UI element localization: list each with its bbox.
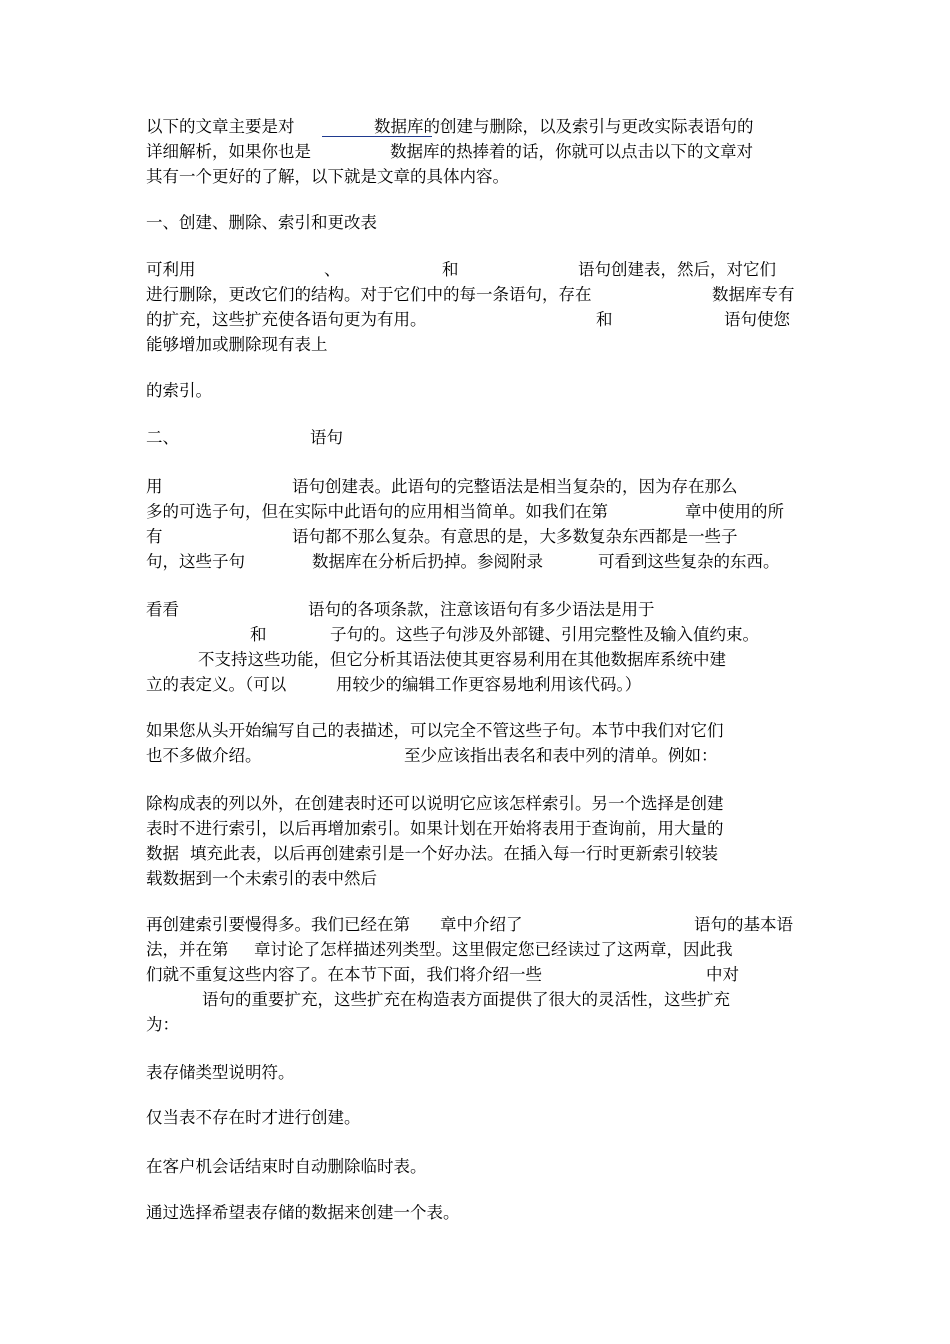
text-segment: 载数据到一个未索引的表中然后 [146,869,377,888]
text-segment: 如果您从头开始编写自己的表描述，可以完全不管这些子句。本节中我们对它们 [146,721,724,740]
text-segment: 多的可选子句，但在实际中此语句的应用相当简单。如我们在第 [146,502,608,521]
text-segment: 填充此表，以后再创建索引是一个好办法。在插入每一行时更新索引较装 [190,844,718,863]
text-segment: 和 [442,260,459,279]
text-segment: 详细解析，如果你也是 [146,142,311,161]
text-segment: 、 [324,260,341,279]
text-segment: 以下的文章主要是对 [146,117,295,136]
heading-text: 语句 [310,428,343,447]
text-segment: 章中使用的所 [685,502,784,521]
text-segment: 的索引。 [146,381,212,400]
text-segment: 语句创建表，然后，对它们 [578,260,776,279]
text-segment: 法，并在第 [146,940,229,959]
text-segment: 子句的。这些子句涉及外部键、引用完整性及输入值约束。 [330,625,759,644]
text-segment: 语句创建表。此语句的完整语法是相当复杂的，因为存在那么 [292,477,738,496]
text-segment: 除构成表的列以外，在创建表时还可以说明它应该怎样索引。另一个选择是创建 [146,794,724,813]
text-segment: 仅当表不存在时才进行创建。 [146,1108,361,1127]
text-segment: 用较少的编辑工作更容易地利用该代码。） [336,675,642,694]
text-segment: 至少应该指出表名和表中列的清单。例如： [404,746,718,765]
text-segment: 数据库在分析后扔掉。参阅附录 [312,552,543,571]
text-segment: 数据库专有 [712,285,795,304]
text-segment: 章讨论了怎样描述列类型。这里假定您已经读过了这两章，因此我 [254,940,733,959]
text-segment: 为： [146,1015,179,1034]
text-segment: 们就不重复这些内容了。在本节下面，我们将介绍一些 [146,965,542,984]
text-segment: 语句使您 [724,310,790,329]
text-segment: 其有一个更好的了解，以下就是文章的具体内容。 [146,167,509,186]
text-segment: 和 [596,310,613,329]
text-segment: 数据 [146,844,179,863]
text-segment: 看看 [146,600,179,619]
text-segment: 和 [250,625,267,644]
text-segment: 通过选择希望表存储的数据来创建一个表。 [146,1203,460,1222]
database-link[interactable]: 数据库的创建与删除，以及索引与更改实际表语句的 [374,117,754,136]
text-segment: 的扩充，这些扩充使各语句更为有用。 [146,310,427,329]
text-segment: 语句的各项条款，注意该语句有多少语法是用于 [308,600,655,619]
text-segment: 立的表定义。（可以 [146,675,287,694]
text-segment: 表时不进行索引，以后再增加索引。如果计划在开始将表用于查询前，用大量的 [146,819,724,838]
text-segment: 语句的基本语 [694,915,793,934]
text-segment: 可看到这些复杂的东西。 [598,552,780,571]
text-segment: 章中介绍了 [440,915,523,934]
heading-text: 一、创建、删除、索引和更改表 [146,213,377,232]
text-segment: 再创建索引要慢得多。我们已经在第 [146,915,410,934]
heading-number: 二、 [146,428,179,447]
text-segment: 句，这些子句 [146,552,245,571]
text-segment: 语句都不那么复杂。有意思的是，大多数复杂东西都是一些子 [292,527,738,546]
link-underline [322,136,432,137]
text-segment: 不支持这些功能，但它分析其语法使其更容易利用在其他数据库系统中建 [198,650,726,669]
text-segment: 也不多做介绍。 [146,746,262,765]
text-segment: 表存储类型说明符。 [146,1063,295,1082]
text-segment: 可利用 [146,260,196,279]
text-segment: 中对 [706,965,739,984]
text-segment: 进行删除，更改它们的结构。对于它们中的每一条语句，存在 [146,285,592,304]
text-segment: 数据库的热捧着的话，你就可以点击以下的文章对 [390,142,753,161]
text-segment: 在客户机会话结束时自动删除临时表。 [146,1157,427,1176]
text-segment: 用 [146,477,163,496]
text-segment: 有 [146,527,163,546]
text-segment: 能够增加或删除现有表上 [146,335,328,354]
text-segment: 语句的重要扩充，这些扩充在构造表方面提供了很大的灵活性，这些扩充 [202,990,730,1009]
text-line [146,1203,460,1263]
